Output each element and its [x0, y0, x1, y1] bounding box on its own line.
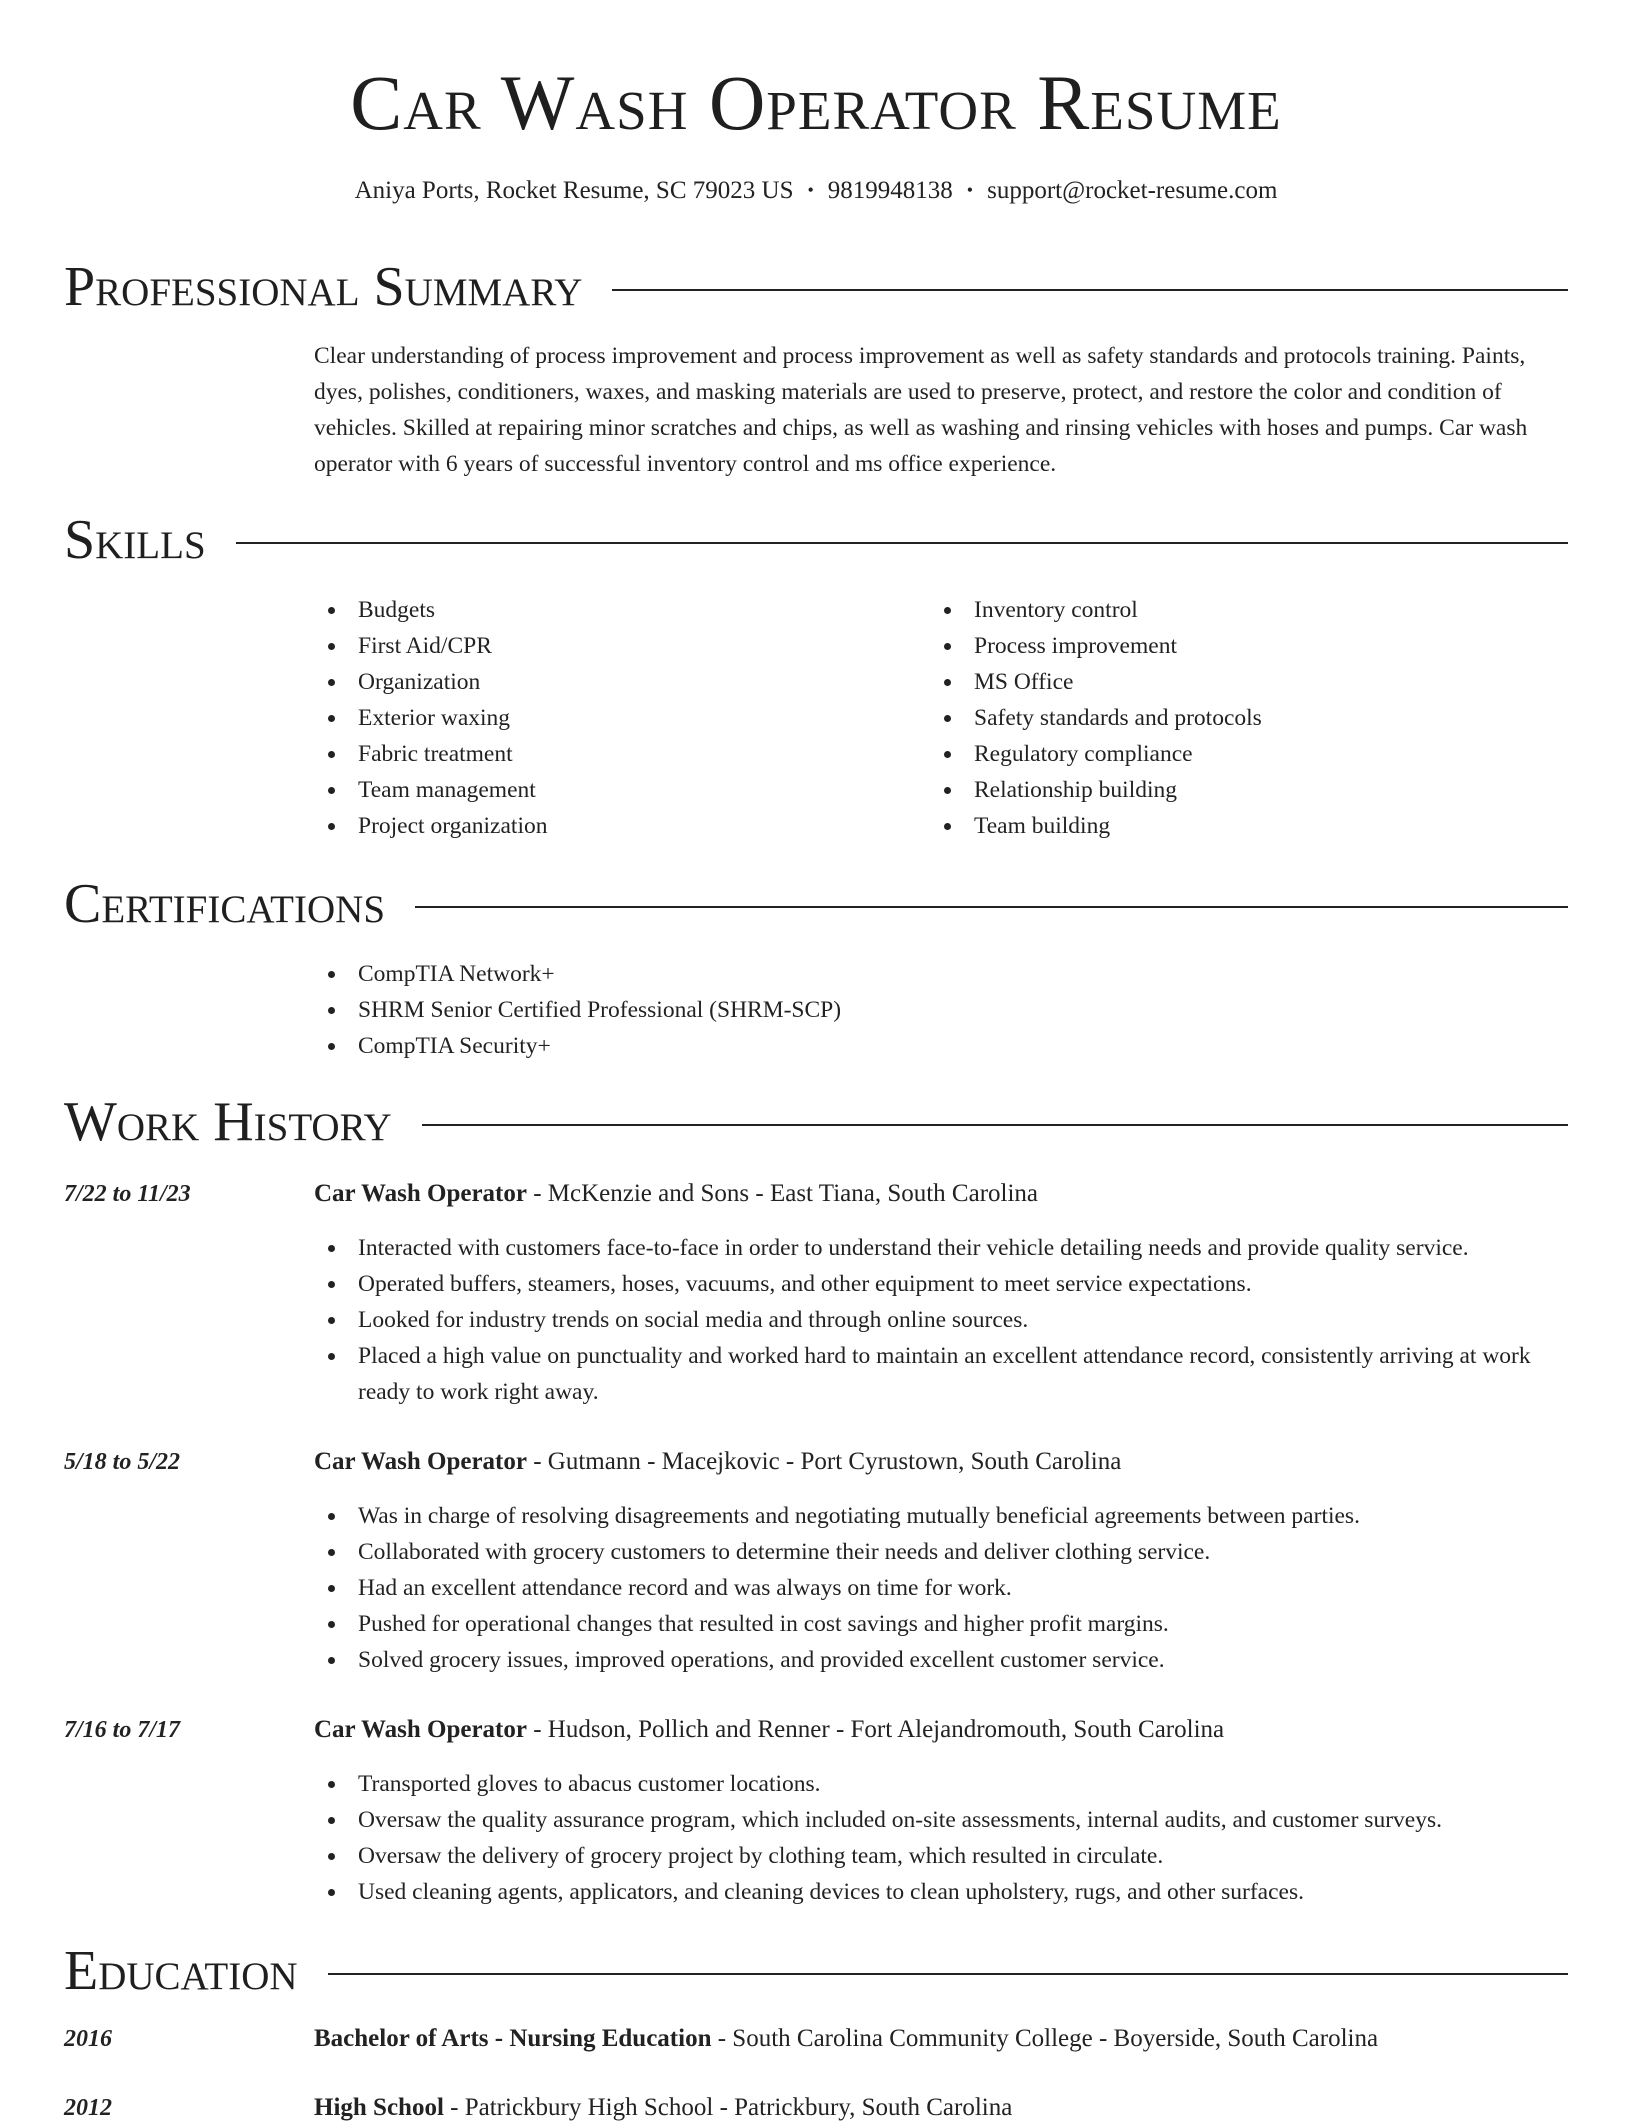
job-duty: Transported gloves to abacus customer locations.	[314, 1766, 1568, 1802]
job-duties-list	[314, 1230, 1568, 1410]
contact-email: support@rocket-resume.com	[987, 177, 1278, 204]
job-title: Car Wash Operator	[314, 1180, 527, 1207]
education-degree: Bachelor of Arts - Nursing Education	[314, 2025, 712, 2052]
job-duty: Pushed for operational changes that resulted in cost savings and higher profit margins.	[314, 1606, 1568, 1642]
education-heading: Education	[64, 1940, 298, 2002]
contact-separator: •	[966, 180, 974, 200]
job-employer: - Gutmann - Macejkovic - Port Cyrustown, South Carolina	[526, 1448, 1122, 1475]
skills-list-left	[314, 592, 914, 844]
skill-item: Project organization	[314, 808, 914, 844]
skill-item: Regulatory compliance	[930, 736, 1570, 772]
certifications-list	[314, 956, 1568, 1064]
summary-text: Clear understanding of process improvement and process improvement as well as safety standards and protocols training. Paints, dyes, polishes, conditioners, waxes, and masking materials are used to preserve, protect, and restore the color and condition of vehicles. Skilled at repairing minor scratches and chips, as well as washing and rinsing vehicles with hoses and pumps. Car wash operator with 6 years of successful inventory control and ms office experience.	[314, 343, 1528, 477]
skill-item: MS Office	[930, 664, 1570, 700]
skill-item: Team management	[314, 772, 914, 808]
section-divider	[612, 289, 1568, 291]
job-duty: Oversaw the quality assurance program, which included on-site assessments, internal audits, and customer surveys.	[314, 1802, 1568, 1838]
job-duty: Looked for industry trends on social media and through online sources.	[314, 1302, 1568, 1338]
education-school: - Patrickbury High School - Patrickbury, South Carolina	[443, 2094, 1013, 2121]
education-entry	[314, 2021, 1568, 2057]
skills-section-header	[64, 505, 1568, 575]
section-divider	[328, 1973, 1568, 1975]
work-heading: Work History	[64, 1091, 392, 1153]
summary-heading: Professional Summary	[64, 256, 583, 318]
job-employer: - McKenzie and Sons - East Tiana, South Carolina	[526, 1180, 1039, 1207]
skill-item: Exterior waxing	[314, 700, 914, 736]
certifications-heading: Certifications	[64, 873, 386, 935]
job-duty: Had an excellent attendance record and was always on time for work.	[314, 1570, 1568, 1606]
contact-address: Aniya Ports, Rocket Resume, SC 79023 US	[354, 177, 794, 204]
skill-item: First Aid/CPR	[314, 628, 914, 664]
work-section-header	[64, 1087, 1568, 1157]
education-degree: High School	[314, 2094, 444, 2121]
resume-title: Car Wash Operator Resume	[350, 59, 1282, 146]
contact-phone: 9819948138	[827, 177, 953, 204]
job-heading	[314, 1176, 1568, 1212]
contact-line	[0, 174, 1632, 207]
certification-item: SHRM Senior Certified Professional (SHRM-SCP)	[314, 992, 1568, 1028]
skill-item: Team building	[930, 808, 1570, 844]
certification-item: CompTIA Security+	[314, 1028, 1568, 1064]
job-title: Car Wash Operator	[314, 1716, 527, 1743]
job-duty: Collaborated with grocery customers to determine their needs and deliver clothing service.	[314, 1534, 1568, 1570]
skill-item: Safety standards and protocols	[930, 700, 1570, 736]
section-divider	[422, 1124, 1568, 1126]
certifications-section-header	[64, 869, 1568, 939]
job-duties-list	[314, 1498, 1568, 1678]
education-year: 2012	[64, 2095, 112, 2121]
education-entry	[314, 2090, 1568, 2126]
education-school: - South Carolina Community College - Boyerside, South Carolina	[711, 2025, 1379, 2052]
skill-item: Budgets	[314, 592, 914, 628]
job-duty: Interacted with customers face-to-face in order to understand their vehicle detailing needs and provide quality service.	[314, 1230, 1568, 1266]
job-duty: Placed a high value on punctuality and worked hard to maintain an excellent attendance record, consistently arriving at work ready to work right away.	[314, 1338, 1568, 1410]
job-dates: 5/18 to 5/22	[64, 1449, 181, 1475]
job-duty: Oversaw the delivery of grocery project by clothing team, which resulted in circulate.	[314, 1838, 1568, 1874]
skill-item: Relationship building	[930, 772, 1570, 808]
job-employer: - Hudson, Pollich and Renner - Fort Alejandromouth, South Carolina	[526, 1716, 1225, 1743]
skills-list-right	[930, 592, 1570, 844]
certification-item: CompTIA Network+	[314, 956, 1568, 992]
skill-item: Inventory control	[930, 592, 1570, 628]
job-duty: Was in charge of resolving disagreements and negotiating mutually beneficial agreements between parties.	[314, 1498, 1568, 1534]
skill-item: Organization	[314, 664, 914, 700]
job-duties-list	[314, 1766, 1568, 1910]
job-duty: Solved grocery issues, improved operations, and provided excellent customer service.	[314, 1642, 1568, 1678]
job-dates: 7/22 to 11/23	[64, 1181, 191, 1207]
contact-separator: •	[807, 180, 814, 200]
education-year: 2016	[64, 2026, 112, 2052]
section-divider	[415, 906, 1568, 908]
job-heading	[314, 1712, 1568, 1748]
job-duty: Operated buffers, steamers, hoses, vacuums, and other equipment to meet service expectations.	[314, 1266, 1568, 1302]
skills-heading: Skills	[64, 509, 206, 571]
skill-item: Process improvement	[930, 628, 1570, 664]
education-section-header	[64, 1936, 1568, 2006]
job-dates: 7/16 to 7/17	[64, 1717, 181, 1743]
job-title: Car Wash Operator	[314, 1448, 527, 1475]
skill-item: Fabric treatment	[314, 736, 914, 772]
section-divider	[236, 542, 1568, 544]
job-heading	[314, 1444, 1568, 1480]
summary-section-header	[64, 252, 1568, 322]
job-duty: Used cleaning agents, applicators, and cleaning devices to clean upholstery, rugs, and other surfaces.	[314, 1874, 1568, 1910]
